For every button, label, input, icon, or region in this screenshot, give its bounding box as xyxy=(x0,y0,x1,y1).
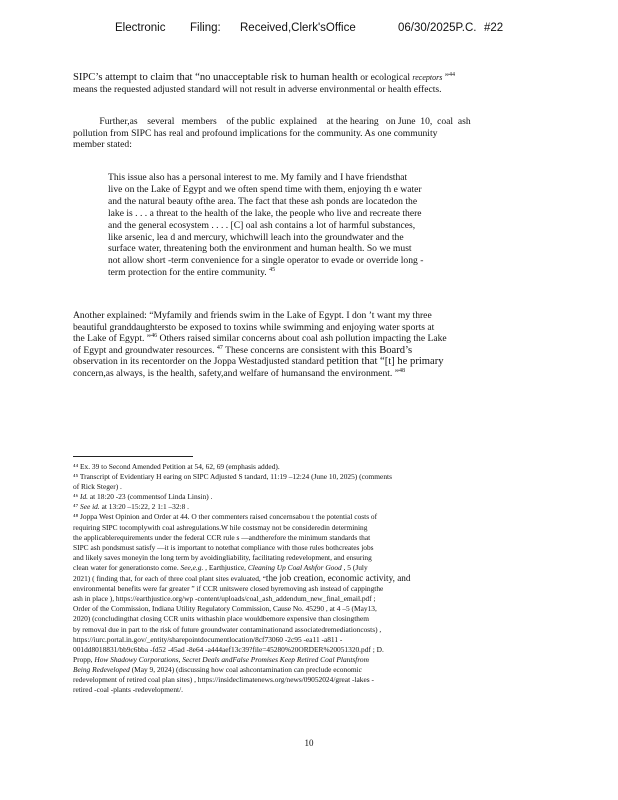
text-segment: the Lake of Egypt. ” xyxy=(73,333,152,345)
footnote-48-cont: SIPC ash pondsmust satisfy —it is important to notethat compliance with those rules bothcreates jobs xyxy=(73,542,374,552)
fn-text: Propp, xyxy=(73,654,95,664)
fn-text: , Earthjustice, xyxy=(203,562,248,572)
block-quote-community-member xyxy=(108,172,500,279)
text-line xyxy=(73,72,533,84)
footnote-48-url[interactable]: https://iurc.portal.in.gov/_entity/sharepointdocumentlocation/8cf73060 -2c95 -ea11 -a811 - xyxy=(73,634,343,644)
quote-line: This issue also has a personal interest to me. My family and I have friendsthat xyxy=(108,172,408,183)
quote-line: and the general ecosystem . . . . [C] oal ash contains a lot of harmful substances, xyxy=(108,219,416,231)
footnote-48-cont: environmental benefits were far greater ” if CCR unitswere closed byremoving ash instead of cappingthe xyxy=(73,584,384,594)
footnotes xyxy=(73,462,543,695)
text-line xyxy=(73,333,533,345)
footnote-46 xyxy=(73,492,543,502)
footnote-47 xyxy=(73,502,543,512)
text-line: means the requested adjusted standard will not result in adverse environmental or health effects. xyxy=(73,83,442,95)
fn-id-italic: Id. xyxy=(80,492,89,502)
text-line xyxy=(73,368,533,380)
fn-text: at 18:20 -23 (commentsof Linda Linsin) . xyxy=(88,492,213,502)
fn-text-large: the job creation, economic activity, and xyxy=(265,573,411,584)
fn-title-italic: Being Redeveloped xyxy=(73,664,130,674)
paragraph-another-explained xyxy=(73,310,533,380)
fn-title-italic: How Shadowy Corporations, Secret Deals andFalse Promises Keep Retired Coal Plantsfrom xyxy=(94,654,369,664)
footnote-48-cont xyxy=(73,563,543,573)
footnote-48-cont: and likely saves moneyin the long term by avoidingliability, facilitating redevelopment, and ensuring xyxy=(73,552,372,562)
footnote-48-cont: by removal due in part to the risk of future groundwater contaminationand associatedremediationcosts) , xyxy=(73,624,382,634)
text-segment: observation in its recentorder on the Joppa Westadjusted standard xyxy=(73,356,327,368)
footnote-ref-45[interactable]: 45 xyxy=(269,267,276,274)
header-filing: Filing: xyxy=(190,22,221,34)
header-number: #22 xyxy=(484,22,504,34)
header-received: Received,Clerk'sOffice xyxy=(240,22,356,34)
footnote-48-cont xyxy=(73,655,543,665)
footnote-ref-44[interactable]: 44 xyxy=(449,71,455,78)
footnote-separator xyxy=(73,456,193,457)
text-line: member stated: xyxy=(73,139,132,151)
fn-text: clean water for generationsto come. xyxy=(73,562,181,572)
footnote-ref-48[interactable]: 48 xyxy=(398,367,405,374)
footnote-48: ⁴⁸ Joppa West Opinion and Order at 44. O ther commenters raised concernsabou t the potential costs of xyxy=(73,512,378,522)
fn-see-italic: See,e.g. xyxy=(180,562,204,572)
quote-line: and the natural beauty ofthe area. The fact that these ash ponds are locatedon the xyxy=(108,195,418,207)
text-line xyxy=(73,356,533,368)
text-segment-large: petition that “[t] he primary xyxy=(326,356,444,368)
footnote-48-url[interactable]: retired -coal -plants -redevelopment/. xyxy=(73,685,183,695)
fn-num: ⁴⁶ xyxy=(73,492,81,502)
quote-line: like arsenic, lea d and mercury, whichwill leach into the groundwater and the xyxy=(108,231,404,243)
footnote-ref-46[interactable]: 46 xyxy=(151,333,158,339)
footnote-48-url[interactable]: 001dd8018831/bb9c6bba -fd52 -45ad -8e64 -a444aef13c39?file=45280%20ORDER%20051320.pdf ; D. xyxy=(73,644,384,654)
text-line: Another explained: “Myfamily and friends swim in the Lake of Egypt. I don ’t want my three xyxy=(73,310,432,321)
quote-line xyxy=(108,267,500,279)
quote-line: not allow short -term convenience for a single operator to evade or override long - xyxy=(108,255,424,267)
fn-text: 2021) ( finding that, for each of three coal plant sites evaluated, “ xyxy=(73,574,266,584)
fn-text: (May 9, 2024) (discussing how coal ashcontamination can preclude economic xyxy=(129,664,362,674)
fn-title-italic: Cleaning Up Coal Ashfor Good xyxy=(247,562,342,572)
text-line xyxy=(73,345,533,357)
quote-line: live on the Lake of Egypt and we often spend time with them, enjoying th e water xyxy=(108,183,422,195)
text-segment: Others raised similar concerns about coal ash pollution impacting the Lake xyxy=(157,333,447,345)
text-segment-large: this Board’s xyxy=(361,344,413,356)
fn-see-italic: See id. xyxy=(80,502,100,512)
paragraph-sipc-claim xyxy=(73,72,533,95)
text-line: pollution from SIPC has real and profound implications for the community. As one community xyxy=(73,127,438,139)
header-date: 06/30/2025P.C. xyxy=(398,22,477,34)
footnote-44: ⁴⁴ Ex. 39 to Second Amended Petition at 54, 62, 69 (emphasis added). xyxy=(73,462,280,471)
text-segment: of Egypt and groundwater resources. xyxy=(73,344,217,356)
footnote-48-cont xyxy=(73,665,543,675)
footnote-48-url[interactable]: ash in place ), https://earthjustice.org/wp -content/uploads/coal_ash_addendum_new_final_email.pdf ; xyxy=(73,594,376,604)
footnote-48-cont: requiring SIPC tocomplywith coal ashregulations.W hile costsmay not be consideredin determining xyxy=(73,522,368,532)
fn-num: ⁴⁷ xyxy=(73,502,81,512)
footnote-48-cont xyxy=(73,573,543,584)
footnote-48-cont: Order of the Commission, Indiana Utility Regulatory Commission, Cause No. 45290 , at 4 –5 (May13, xyxy=(73,604,377,614)
page-number: 10 xyxy=(304,738,314,748)
fn-text: at 13:20 –15:22, 2 1:1 –32:8 . xyxy=(99,502,190,512)
paragraph-public-explained xyxy=(73,116,533,151)
quote-last-text: term protection for the entire community. xyxy=(108,267,267,279)
claim-text-cont: or ecological xyxy=(357,72,413,83)
text-segment: concern,as always, is the health, safety,and welfare of humansand the environment. ” xyxy=(73,367,399,379)
footnote-45: ⁴⁵ Transcript of Evidentiary H earing on SIPC Adjusted S tandard, 11:19 –12:24 (June 10, 2025) (comments xyxy=(73,472,392,482)
footnote-48-cont: 2020) (concludingthat closing CCR units withashin place wouldbemore expensive than closingthem xyxy=(73,614,369,624)
text-segment: These concerns are consistent with xyxy=(222,344,362,356)
header-electronic: Electronic xyxy=(115,22,166,34)
text-line: Further,as several members of the public explained at the hearing on June 10, coal ash xyxy=(73,116,471,127)
quote-mark: ” xyxy=(442,72,449,83)
footnote-48-url[interactable]: redevelopment of retired coal plan sites) , https://insideclimatenews.org/news/09052024/great -lakes - xyxy=(73,674,374,684)
quote-line: lake is . . . a threat to the health of the lake, the people who live and recreate there xyxy=(108,207,422,219)
text-line: beautiful granddaughtersto be exposed to toxins while swimming and enjoying water sports at xyxy=(73,321,435,333)
footnote-45-cont: of Rick Steger) . xyxy=(73,482,122,492)
footnote-ref-47[interactable]: 47 xyxy=(216,344,223,351)
receptors-italic: receptors xyxy=(412,73,443,82)
quote-line: surface water, threatening both the environment and human health. So we must xyxy=(108,243,412,255)
claim-text: SIPC’s attempt to claim that “no unacceptable risk to human health xyxy=(73,72,358,83)
footnote-48-cont: the applicablerequirements under the federal CCR rule s —andtherefore the minimum standards that xyxy=(73,532,371,542)
fn-text: , 5 (July xyxy=(341,562,368,572)
